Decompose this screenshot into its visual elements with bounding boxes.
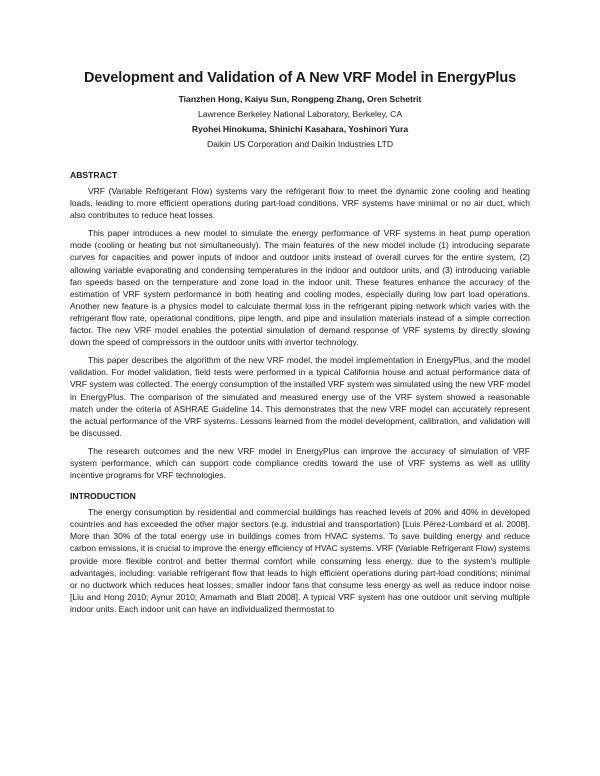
paper-title: Development and Validation of A New VRF Model in EnergyPlus bbox=[83, 70, 517, 86]
authors-line-2: Ryohei Hinokuma, Shinichi Kasahara, Yoshinori Yura bbox=[191, 124, 409, 134]
author-block bbox=[70, 92, 530, 152]
authors-line-1: Tianzhen Hong, Kaiyu Sun, Rongpeng Zhang, Oren Schetrit bbox=[178, 94, 422, 104]
affiliation-line-2: Daikin US Corporation and Daikin Industries LTD bbox=[206, 139, 394, 149]
introduction-paragraph-1: The energy consumption by residential and commercial buildings has reached levels of 20% and 40% in developed countries and has exceeded the other major sectors (e.g. industrial and transportation) [Luis Pérez-Lombard et al. 2008]. More than 30% of the total energy use in buildings comes from HVAC systems. To save building energy and reduce carbon emissions, it is crucial to improve the energy efficiency of HVAC systems. VRF (Variable Refrigerant Flow) systems provide more flexible control and better thermal comfort while consuming less energy, due to the system's multiple advantages, including: variable refrigerant flow that leads to high efficient operations during part-load conditions; minimal or no ductwork which reduces heat losses; smaller indoor fans that consume less energy as well as reduce indoor noise [Liu and Hong 2010; Aynur 2010; Amarnath and Blatt 2008]. A typical VRF system has one outdoor unit serving multiple indoor units. Each indoor unit can have an individualized thermostat to bbox=[70, 507, 530, 614]
abstract-paragraph-2: This paper introduces a new model to simulate the energy performance of VRF systems in heat pump operation mode (cooling or heating but not simultaneously). The main features of the new model include (1) introducing separate curves for capacities and power inputs of indoor and outdoor units instead of overall curves for the entire system, (2) allowing variable evaporating and condensing temperatures in the indoor and outdoor units, and (3) introducing variable fan speeds based on the temperature and zone load in the indoor unit. These features enhance the accuracy of the estimation of VRF system performance in both heating and cooling modes, especially during low part load operations. Another new feature is a physics model to calculate thermal loss in the refrigerant piping network which varies with the refrigerant flow rate, operational conditions, pipe length, and pipe and insulation materials instead of a simple correction factor. The new VRF model enables the potential simulation of demand response of VRF systems by directly slowing down the speed of compressors in the outdoor units with invertor technology. bbox=[70, 228, 530, 348]
abstract-paragraph-1: VRF (Variable Refrigerant Flow) systems vary the refrigerant flow to meet the dynamic zone cooling and heating loads, leading to more efficient operations during part-load conditions. VRF systems have minimal or no air duct, which also contributes to reduce heat losses. bbox=[70, 186, 530, 221]
abstract-paragraph-3: This paper describes the algorithm of the new VRF model, the model implementation in EnergyPlus, and the model validation. For model validation, field tests were performed in a typical California house and actual performance data of VRF system was collected. The energy consumption of the installed VRF system was simulated using the new VRF model in EnergyPlus. The comparison of the simulated and measured energy use of the VRF system showed a reasonable match under the criteria of ASHRAE Guideline 14. This demonstrates that the new VRF model can accurately represent the actual performance of the VRF systems. Lessons learned from the model development, calibration, and validation will be discussed. bbox=[70, 355, 530, 438]
abstract-heading: ABSTRACT bbox=[70, 170, 118, 180]
affiliation-line-1: Lawrence Berkeley National Laboratory, Berkeley, CA bbox=[197, 109, 403, 119]
introduction-heading: INTRODUCTION bbox=[70, 491, 136, 502]
abstract-paragraph-4: The research outcomes and the new VRF model in EnergyPlus can improve the accuracy of simulation of VRF system performance, which can support code compliance credits toward the use of VRF systems as well as utility incentive programs for VRF technologies. bbox=[70, 445, 530, 481]
